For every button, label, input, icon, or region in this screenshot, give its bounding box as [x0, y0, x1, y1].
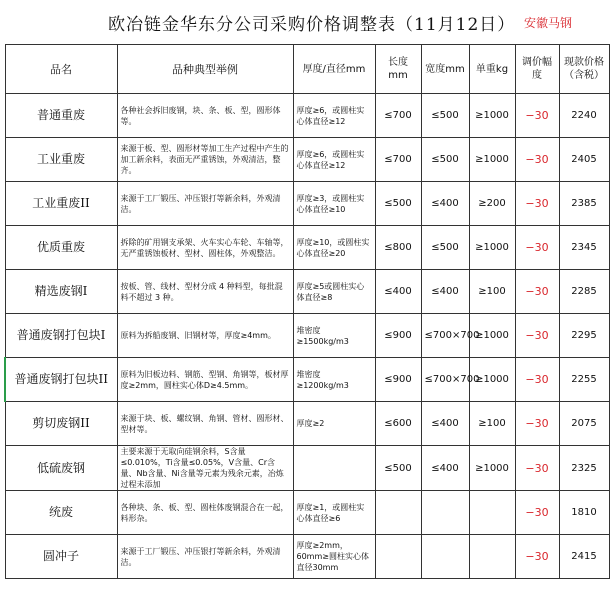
cell-price: 2345: [559, 226, 609, 270]
cell-adjust: −30: [515, 358, 559, 402]
cell-weight: ≥1000: [469, 314, 515, 358]
table-row: [5, 446, 609, 491]
cell-width: [421, 491, 469, 535]
cell-thickness: 厚度≥6，或圆柱实心体直径≥12: [293, 94, 375, 138]
col-header-name: 品名: [5, 45, 117, 94]
cell-desc: 来源于块、板、螺纹钢、角钢、管材、圆形材、型材等。: [117, 402, 293, 446]
cell-weight: ≥1000: [469, 446, 515, 491]
cell-desc: 主要来源于无取向硅钢余料，S含量≤0.010%，Ti含量≤0.05%，V含量、Cr含量、Nb含量、Ni含量等元素为残余元素，冶炼过程未添加: [117, 446, 293, 491]
cell-price: 2325: [559, 446, 609, 491]
cell-thickness: 厚度≥6，或圆柱实心体直径≥12: [293, 138, 375, 182]
cell-width: ≤500: [421, 138, 469, 182]
cell-width: ≤700×700: [421, 358, 469, 402]
cell-length: ≤500: [375, 182, 421, 226]
cell-width: ≤400: [421, 402, 469, 446]
cell-price: 2285: [559, 270, 609, 314]
col-header-weight: 单重kg: [469, 45, 515, 94]
table-row: [5, 491, 609, 535]
cell-name: 低硫废钢: [5, 446, 117, 491]
cell-width: ≤500: [421, 226, 469, 270]
cell-price: 2295: [559, 314, 609, 358]
cell-adjust: −30: [515, 182, 559, 226]
table-header-row: [5, 45, 609, 94]
cell-thickness: [293, 446, 375, 491]
cell-thickness: 厚度≥10，或圆柱实心体直径≥20: [293, 226, 375, 270]
cell-name: 普通废钢打包块II: [5, 358, 117, 402]
col-header-length: 长度mm: [375, 45, 421, 94]
col-header-width: 宽度mm: [421, 45, 469, 94]
cell-price: 1810: [559, 491, 609, 535]
cell-thickness: 厚度≥2mm，60mm≥圆柱实心体直径30mm: [293, 535, 375, 579]
cell-width: [421, 535, 469, 579]
cell-width: ≤400: [421, 270, 469, 314]
cell-adjust: −30: [515, 446, 559, 491]
cell-length: ≤800: [375, 226, 421, 270]
cell-desc: 原料为拆船废钢、旧钢材等，厚度≥4mm。: [117, 314, 293, 358]
cell-name: 剪切废钢II: [5, 402, 117, 446]
cell-thickness: 堆密度≥1200kg/m3: [293, 358, 375, 402]
cell-name: 圆冲子: [5, 535, 117, 579]
cell-price: 2415: [559, 535, 609, 579]
cell-desc: 来源于板、型、圆形材等加工生产过程中产生的加工新余料，表面无严重锈蚀，外观清洁，整齐。: [117, 138, 293, 182]
cell-price: 2075: [559, 402, 609, 446]
cell-name: 优质重废: [5, 226, 117, 270]
cell-weight: ≥100: [469, 402, 515, 446]
cell-weight: ≥1000: [469, 226, 515, 270]
table-row: [5, 535, 609, 579]
col-header-desc: 品种典型举例: [117, 45, 293, 94]
cell-desc: 拆除的矿用钢支承架、火车实心车轮、车轴等，无严重锈蚀板材、型材、圆柱体，外观整洁。: [117, 226, 293, 270]
table-row: [5, 94, 609, 138]
cell-adjust: −30: [515, 270, 559, 314]
brand-label: 安徽马钢: [524, 16, 573, 30]
cell-weight: ≥100: [469, 270, 515, 314]
table-row: [5, 314, 609, 358]
cell-desc: 来源于工厂锻压、冲压银打等新余料，外观清洁。: [117, 535, 293, 579]
cell-weight: [469, 491, 515, 535]
table-row: [5, 402, 609, 446]
cell-thickness: 厚度≥5或圆柱实心体直径≥8: [293, 270, 375, 314]
cell-length: ≤600: [375, 402, 421, 446]
cell-price: 2385: [559, 182, 609, 226]
cell-name: 工业重废: [5, 138, 117, 182]
table-row: [5, 182, 609, 226]
cell-adjust: −30: [515, 402, 559, 446]
cell-width: ≤400: [421, 446, 469, 491]
cell-length: ≤900: [375, 314, 421, 358]
page-title: 欧冶链金华东分公司采购价格调整表（11月12日）: [108, 15, 516, 35]
table-row: [5, 270, 609, 314]
cell-length: ≤400: [375, 270, 421, 314]
title-bar: [0, 0, 612, 44]
cell-length: ≤500: [375, 446, 421, 491]
cell-length: ≤900: [375, 358, 421, 402]
cell-name: 普通重废: [5, 94, 117, 138]
cell-adjust: −30: [515, 94, 559, 138]
cell-width: ≤400: [421, 182, 469, 226]
cell-length: [375, 535, 421, 579]
cell-weight: ≥200: [469, 182, 515, 226]
cell-weight: ≥1000: [469, 94, 515, 138]
cell-weight: ≥1000: [469, 138, 515, 182]
price-table: [4, 44, 610, 579]
cell-price: 2405: [559, 138, 609, 182]
cell-adjust: −30: [515, 314, 559, 358]
table-row: [5, 358, 609, 402]
cell-name: 精选废钢I: [5, 270, 117, 314]
cell-length: [375, 491, 421, 535]
cell-desc: 各种社会拆旧废钢，块、条、板、型，圆形体等。: [117, 94, 293, 138]
cell-adjust: −30: [515, 491, 559, 535]
cell-price: 2240: [559, 94, 609, 138]
cell-thickness: 厚度≥3，或圆柱实心体直径≥10: [293, 182, 375, 226]
cell-name: 统废: [5, 491, 117, 535]
cell-length: ≤700: [375, 138, 421, 182]
cell-weight: [469, 535, 515, 579]
cell-weight: ≥1000: [469, 358, 515, 402]
cell-desc: 按板、管、线材、型材分成 4 种料型，每批混料不超过 3 种。: [117, 270, 293, 314]
cell-thickness: 堆密度≥1500kg/m3: [293, 314, 375, 358]
cell-desc: 原料为旧板边料、钢筋、型钢、角钢等，板材厚度≥2mm，圆柱实心体D≥4.5mm。: [117, 358, 293, 402]
cell-width: ≤700×700: [421, 314, 469, 358]
cell-length: ≤700: [375, 94, 421, 138]
col-header-thickness: 厚度/直径mm: [293, 45, 375, 94]
cell-adjust: −30: [515, 535, 559, 579]
cell-price: 2255: [559, 358, 609, 402]
col-header-adjust: 调价幅度: [515, 45, 559, 94]
col-header-price: 现款价格（含税）: [559, 45, 609, 94]
cell-name: 工业重废II: [5, 182, 117, 226]
cell-thickness: 厚度≥2: [293, 402, 375, 446]
cell-desc: 来源于工厂锻压、冲压银打等新余料，外观清洁。: [117, 182, 293, 226]
table-row: [5, 138, 609, 182]
cell-thickness: 厚度≥1，或圆柱实心体直径≥6: [293, 491, 375, 535]
cell-adjust: −30: [515, 138, 559, 182]
cell-width: ≤500: [421, 94, 469, 138]
cell-adjust: −30: [515, 226, 559, 270]
cell-desc: 各种块、条、板、型、圆柱体废钢混合在一起，料形杂。: [117, 491, 293, 535]
cell-name: 普通废钢打包块I: [5, 314, 117, 358]
table-row: [5, 226, 609, 270]
